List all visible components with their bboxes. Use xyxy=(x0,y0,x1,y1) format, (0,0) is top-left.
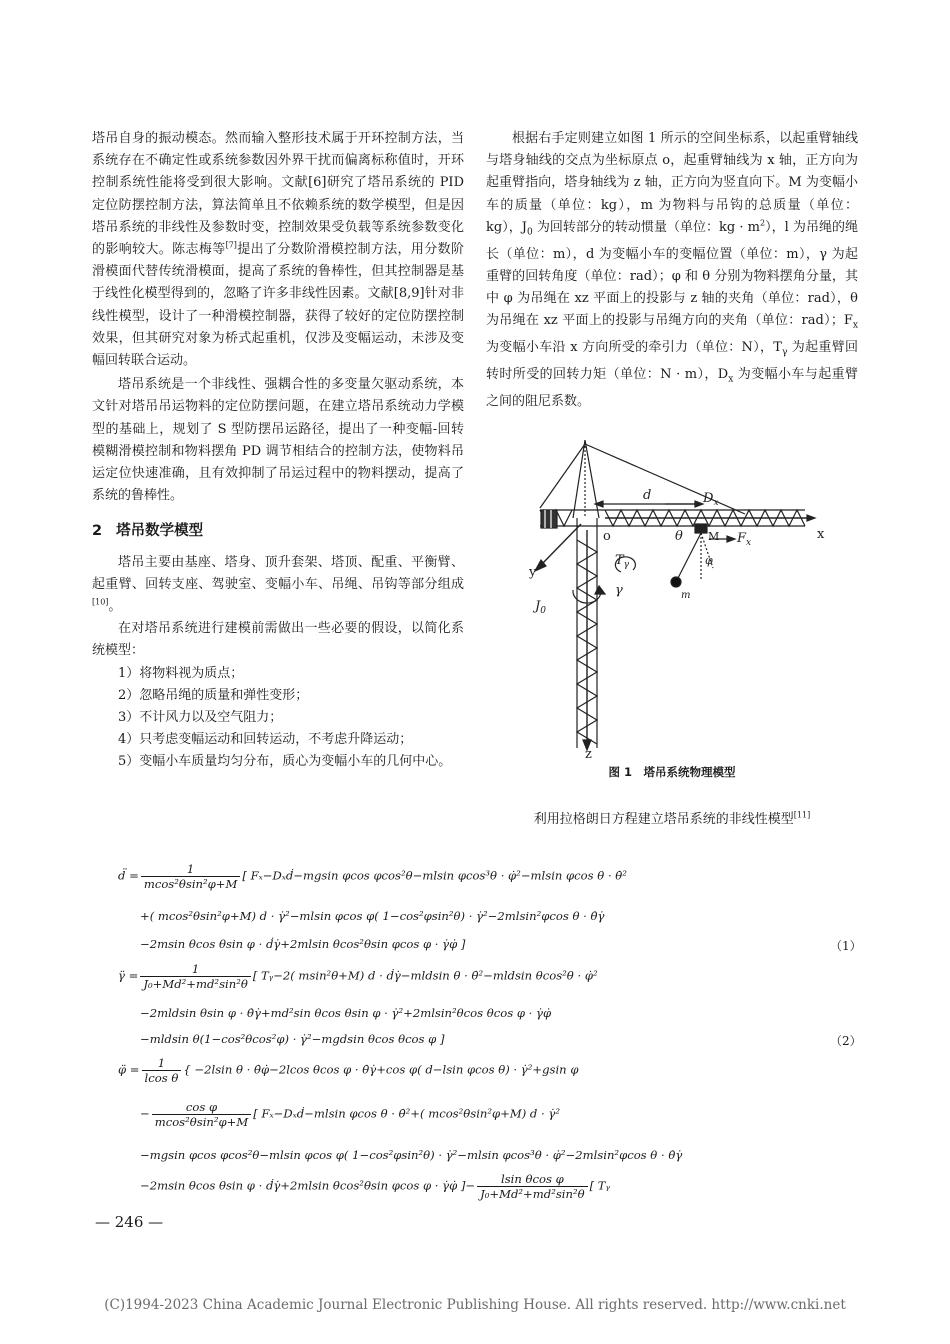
equation-3: φ̈ = $\frac{1}{\text{lcos θ}}$ { −2lsin θ · θ̇φ̇−2lcos θcos φ · θ̇γ̇+cos φ( d−lsin φcos θ) · γ̇²+gsin φ xyxy=(118,1056,579,1085)
label-fx: $F_x$ xyxy=(737,531,752,548)
label-j0: $J_0$ xyxy=(535,599,546,616)
equation-1-line3: −2msin θcos θsin φ · ḋγ̇+2mlsin θcos²θsin φcos φ · γ̇φ̇ ] xyxy=(140,937,466,951)
section-heading: 2 塔吊数学模型 xyxy=(92,523,204,540)
label-dx: $D_x$ xyxy=(703,491,719,508)
tower-crane-figure xyxy=(515,440,845,760)
equation-number: （2） xyxy=(830,1034,862,1048)
label-ty: $T_\gamma$ xyxy=(615,553,630,570)
label-d: d xyxy=(643,488,652,503)
counterweight xyxy=(541,510,557,528)
y-axis xyxy=(541,524,581,565)
counter-stay xyxy=(540,444,585,508)
paragraph: 在对塔吊系统进行建模前需做出一些必要的假设，以简化系统模型： xyxy=(92,621,464,659)
paragraph: 利用拉格朗日方程建立塔吊系统的非线性模型[11] xyxy=(533,810,811,827)
equation-2-line2: −2mldsin θsin φ · θ̇γ̇+md²sin θcos θsin φ · γ̇²+2mlsin²θcos θcos φ · γ̇φ̇ xyxy=(140,1006,552,1020)
label-gamma: γ xyxy=(615,583,623,598)
paragraph: 塔吊主要由基座、塔身、顶升套架、塔顶、配重、平衡臂、起重臂、回转支座、驾驶室、变幅小车、吊绳、吊钩等部分组成[10]。 xyxy=(92,554,464,615)
label-o: o xyxy=(603,529,611,544)
trolley xyxy=(695,524,707,533)
right-column xyxy=(486,128,858,413)
payload xyxy=(671,577,681,587)
list-item: 1）将物料视为质点； xyxy=(118,665,244,681)
paragraph: 根据右手定则建立如图 1 所示的空间坐标系，以起重臂轴线与塔身轴线的交点为坐标原点 o，起重臂轴线为 x 轴，正方向为起重臂指向，塔身轴线为 z 轴，正方向为竖直向下。M 为变幅小车的质量（单位：kg），m 为物料与吊钩的总质量（单位：kg），$J_0$ 为回转部分的转动惯量（单位：kg · $m^2$），l 为吊绳的绳长（单位：m），d 为变幅小车的变幅位置（单位：m），γ 为起重臂的回转角度（单位：rad）；φ 和 θ 分别为物料摆角分量，其中 φ 为吊绳在 xz 平面上的投影与 z 轴的夹角（单位：rad），θ 为吊绳在 xz 平面上的投影与吊绳方向的夹角（单位：rad）；$F_x$ 为变幅小车沿 x 方向所受的牵引力（单位：N），$T_\gamma$ 为起重臂回转时所受的回转力矩（单位：N · m），$D_x$ 为变幅小车与起重臂之间的阻尼系数。 xyxy=(486,131,858,409)
list-item: 4）只考虑变幅运动和回转运动，不考虑升降运动； xyxy=(118,732,413,748)
equation-2-line3: −mldsin θ(1−cos²θcos²φ) · γ̇²−mgdsin θcos θcos φ ] xyxy=(140,1032,445,1046)
label-phi: φ xyxy=(705,554,713,567)
label-M: M xyxy=(708,530,720,543)
label-m: m xyxy=(681,590,691,601)
label-theta: θ xyxy=(675,529,683,544)
label-y: y xyxy=(529,565,537,580)
left-column xyxy=(92,128,464,774)
label-x: x xyxy=(817,527,825,542)
equation-2: γ̈ = $\frac{1}{\text{J₀+Md²+md²sin²θ}}$ [ Tᵧ−2( msin²θ+M) d · ḋγ̇−mldsin θ · θ̇²−mldsin θcos²θ · φ̇² xyxy=(118,962,598,991)
label-z: z xyxy=(585,747,592,760)
list-item: 5）变幅小车质量均匀分布，质心为变幅小车的几何中心。 xyxy=(118,754,452,770)
figure-caption: 图 1 塔吊系统物理模型 xyxy=(608,765,736,779)
paragraph: 塔吊系统是一个非线性、强耦合性的多变量欠驱动系统，本文针对塔吊吊运物料的定位防摆问题，在建立塔吊系统动力学模型的基础上，规划了 S 型防摆吊运路径，提出了一种变幅-回转模糊滑模控制和物料摆角 PD 调节相结合的控制方法，使物料吊运定位快速准确，且有效抑制了吊运过程中的物料摆动，提高了系统的鲁棒性。 xyxy=(92,377,464,504)
page-number: — 246 — xyxy=(95,1213,164,1231)
mast-top-right xyxy=(585,440,599,518)
copyright-footer: (C)1994-2023 China Academic Journal Electronic Publishing House. All rights reserved. http://www.cnki.net xyxy=(104,1297,846,1313)
equation-3-line2: − $\frac{\text{cos φ}}{\text{mcos²θsin²φ+M}}$ [ Fₓ−Dₓḋ−mlsin φcos θ · θ̇²+( mcos²θsin²φ+M) d · γ̇² xyxy=(140,1100,560,1129)
equation-1-line2: +( mcos²θsin²φ+M) d · γ̇²−mlsin φcos φ( 1−cos²φsin²θ) · γ̇²−2mlsin²φcos θ · θ̇γ̇ xyxy=(140,909,605,923)
equation-number: （1） xyxy=(830,939,862,953)
list-item: 2）忽略吊绳的质量和弹性变形； xyxy=(118,687,309,703)
equation-3-line4: −2msin θcos θsin φ · ḋγ̇+2mlsin θcos²θsin φcos φ · γ̇φ̇ ]− $\frac{\text{lsin θcos φ}}{\text{J₀+Md²+md²sin²θ}}$ [ Tᵧ xyxy=(140,1172,610,1201)
equation-3-line3: −mgsin φcos φcos²θ−mlsin φcos φ( 1−cos²φsin²θ) · γ̇²−mlsin φcos³θ · φ̇²−2mlsin²φcos θ · θ̇γ̇ xyxy=(140,1148,683,1162)
equation-1: d̈ = $\frac{1}{\text{mcos²θsin²φ+M}}$ [ Fₓ−Dₓḋ−mgsin φcos φcos²θ−mlsin φcos³θ · φ̇²−mlsin φcos θ · θ̇² xyxy=(118,862,627,891)
list-item: 3）不计风力以及空气阻力； xyxy=(118,710,283,726)
paragraph: 塔吊自身的振动模态。然而输入整形技术属于开环控制方法，当系统存在不确定性或系统参数因外界干扰而偏离标称值时，开环控制系统性能将受到很大影响。文献[6]研究了塔吊系统的 PID 定位防摆控制方法，算法简单且不依赖系统的数学模型，但是因塔吊系统的非线性及参数时变，控制效果受负载等系统参数变化的影响较大。陈志梅等[7]提出了分数阶滑模控制方法，用分数阶滑模面代替传统滑模面，提高了系统的鲁棒性，但其控制器是基于线性化模型得到的，忽略了许多非线性因素。文献[8,9]针对非线性模型，设计了一种滑模控制器，获得了较好的定位防摆控制效果，但其研究对象为桥式起重机，仅涉及变幅运动，未涉及变幅回转联合运动。 xyxy=(92,131,464,369)
